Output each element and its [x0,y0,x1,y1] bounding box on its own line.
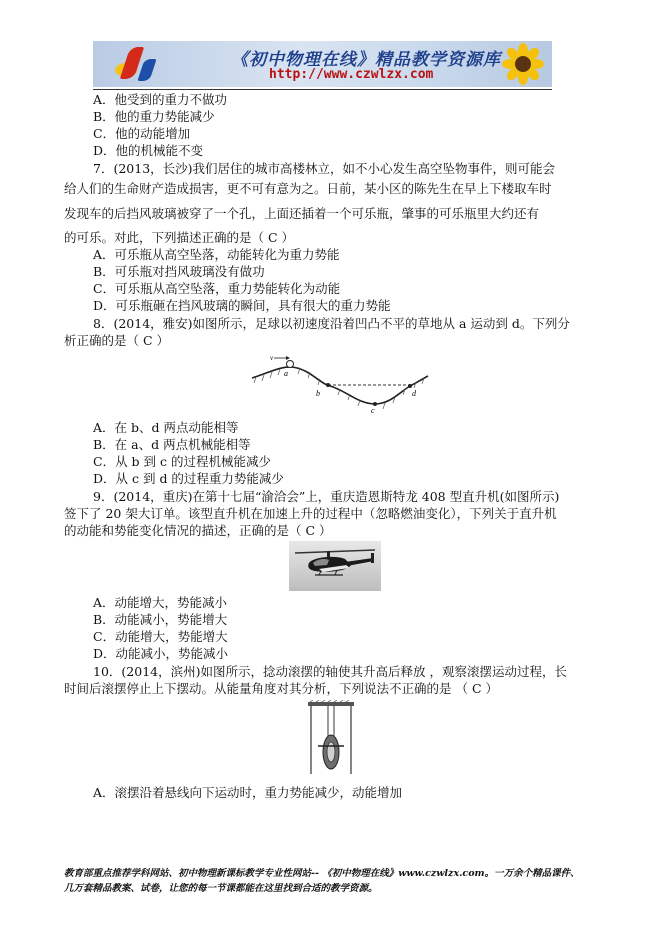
option-line: B．可乐瓶对挡风玻璃没有做功 [93,264,265,279]
header-banner [93,41,552,87]
banner-url: http://www.czwlzx.com [269,67,434,82]
question-7-text: 的可乐。对此，下列描述正确的是（ C ） [64,230,295,245]
option-line: D．他的机械能不变 [93,143,204,158]
option-line: D．动能减小，势能减小 [93,646,229,661]
option-line: A．滚摆沿着悬线向下运动时，重力势能减少，动能增加 [93,785,403,800]
header-rule [93,89,552,90]
figure-label: b [316,389,320,398]
sunflower-icon [498,43,548,85]
option-line: B．在 a、d 两点机械能相等 [93,437,251,452]
banner-title: 《初中物理在线》精品教学资源库 [231,50,501,70]
question-9-text: 的动能和势能变化情况的描述，正确的是（ C ） [64,523,332,538]
figure-8-terrain [250,352,430,414]
option-line: B．他的重力势能减少 [93,109,215,124]
footer-text: 几万套精品教案、试卷，让您的每一节课都能在这里找到合适的教学资源。 [64,883,378,894]
option-line: D．可乐瓶砸在挡风玻璃的瞬间，具有很大的重力势能 [93,298,391,313]
option-line: B．动能减小，势能增大 [93,612,228,627]
question-9-text: 9．(2014，重庆)在第十七届“渝洽会”上，重庆造恩斯特龙 408 型直升机(如图所示) [93,489,560,504]
question-10-text: 时间后滚摆停止上下摆动。从能量角度对其分析，下列说法不正确的是 （ C ） [64,681,498,696]
question-8-text: 8．(2014，雅安)如图所示，足球以初速度沿着凹凸不平的草地从 a 运动到 d。下列分 [93,316,570,331]
option-line: C．从 b 到 c 的过程机械能减少 [93,454,271,469]
question-7-text: 给人们的生命财产造成损害，更不可有意为之。日前，某小区的陈先生在早上下楼取车时 [64,181,552,196]
option-line: D．从 c 到 d 的过程重力势能减少 [93,471,284,486]
option-line: A．他受到的重力不做功 [93,92,228,107]
option-line: C．动能增大，势能增大 [93,629,228,644]
question-9-text: 签下了 20 架大订单。该型直升机在加速上升的过程中（忽略燃油变化），下列关于直升机 [64,506,557,521]
option-line: A．在 b、d 两点动能相等 [93,420,239,435]
pendulum-figure [300,700,362,778]
question-10-text: 10．(2014，滨州)如图所示，捻动滚摆的轴使其升高后释放 ，观察滚摆运动过程，长 [93,664,567,679]
question-7-text: 7．(2013，长沙)我们居住的城市高楼林立，如不小心发生高空坠物事件，则可能会 [93,161,556,176]
figure-label: c [371,406,375,414]
figure-label: v [270,354,274,362]
option-line: A．可乐瓶从高空坠落，动能转化为重力势能 [93,247,340,262]
figure-label: a [284,369,288,378]
question-7-text: 发现车的后挡风玻璃被穿了一个孔，上面还插着一个可乐瓶，肇事的可乐瓶里大约还有 [64,206,540,221]
helicopter-photo [289,541,381,591]
option-line: A．动能增大，势能减小 [93,595,228,610]
question-8-text: 析正确的是（ C ） [64,333,170,348]
footer-text: 教育部重点推荐学科网站、初中物理新课标教学专业性网站-- 《初中物理在线》www.czwlzx.com。一万余个精品课件、 [64,868,580,879]
option-line: C．他的动能增加 [93,126,191,141]
logo-shape [137,59,156,81]
figure-label: d [412,389,416,398]
option-line: C．可乐瓶从高空坠落，重力势能转化为动能 [93,281,341,296]
